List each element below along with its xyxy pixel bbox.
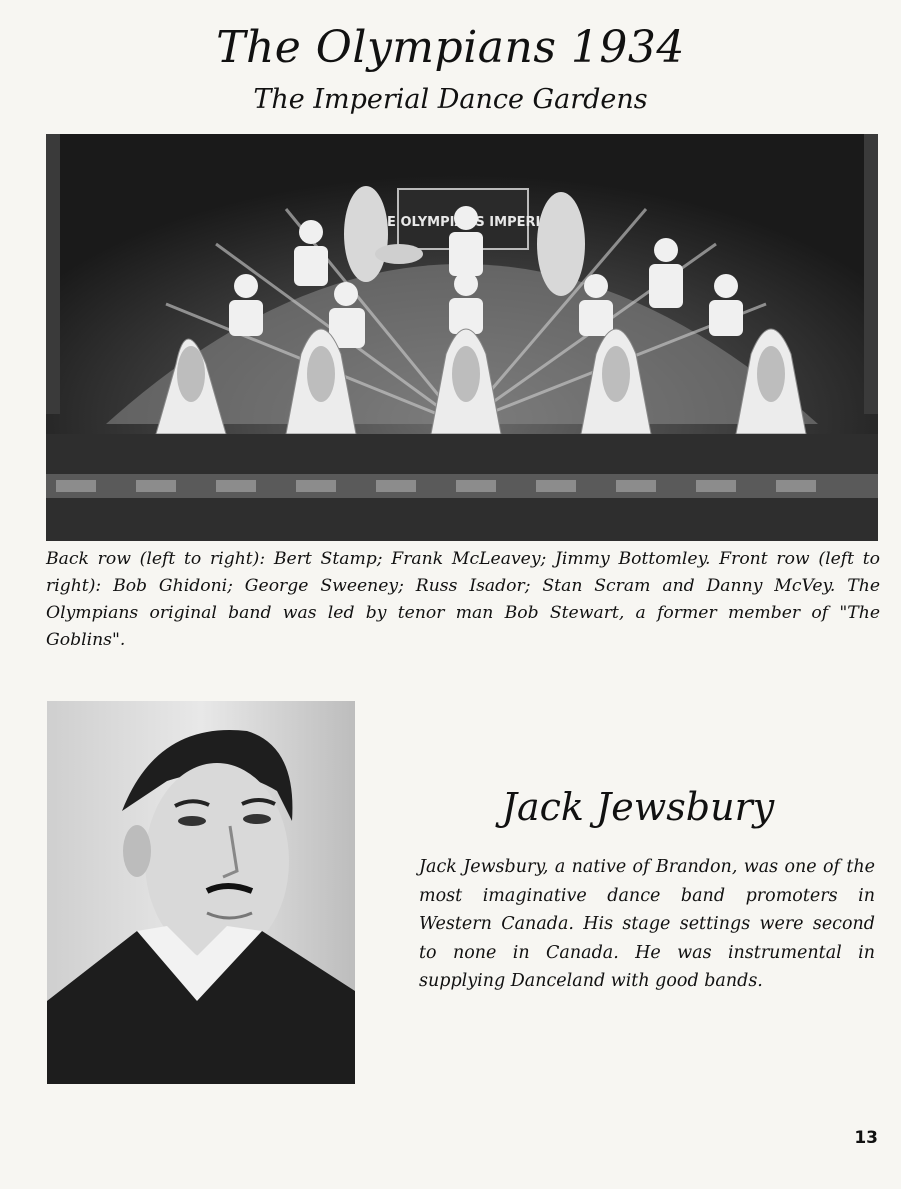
page-subtitle: The Imperial Dance Gardens bbox=[253, 84, 648, 115]
band-photo bbox=[46, 134, 878, 541]
profile-bio: Jack Jewsbury, a native of Brandon, was one of the most imaginative dance band promoters in Western Canada. His stage settings were second to none in Canada. He was instrumental in supplying Danceland with good bands. bbox=[419, 857, 875, 991]
page-title: The Olympians 1934 bbox=[216, 22, 685, 73]
profile-name: Jack Jewsbury bbox=[501, 785, 775, 829]
page-number: 13 bbox=[854, 1128, 878, 1148]
photo-caption: Back row (left to right): Bert Stamp; Frank McLeavey; Jimmy Bottomley. Front row (left to right): Bob Ghidoni; George Sweeney; Russ Isador; Stan Scram and Danny McVey. The Olympians original band was led by tenor man Bob Stewart, a former member of "The Goblins". bbox=[46, 549, 880, 650]
portrait-photo bbox=[47, 701, 355, 1084]
band-sign-text: OLYMPIANS IMPERIAL bbox=[400, 215, 559, 230]
